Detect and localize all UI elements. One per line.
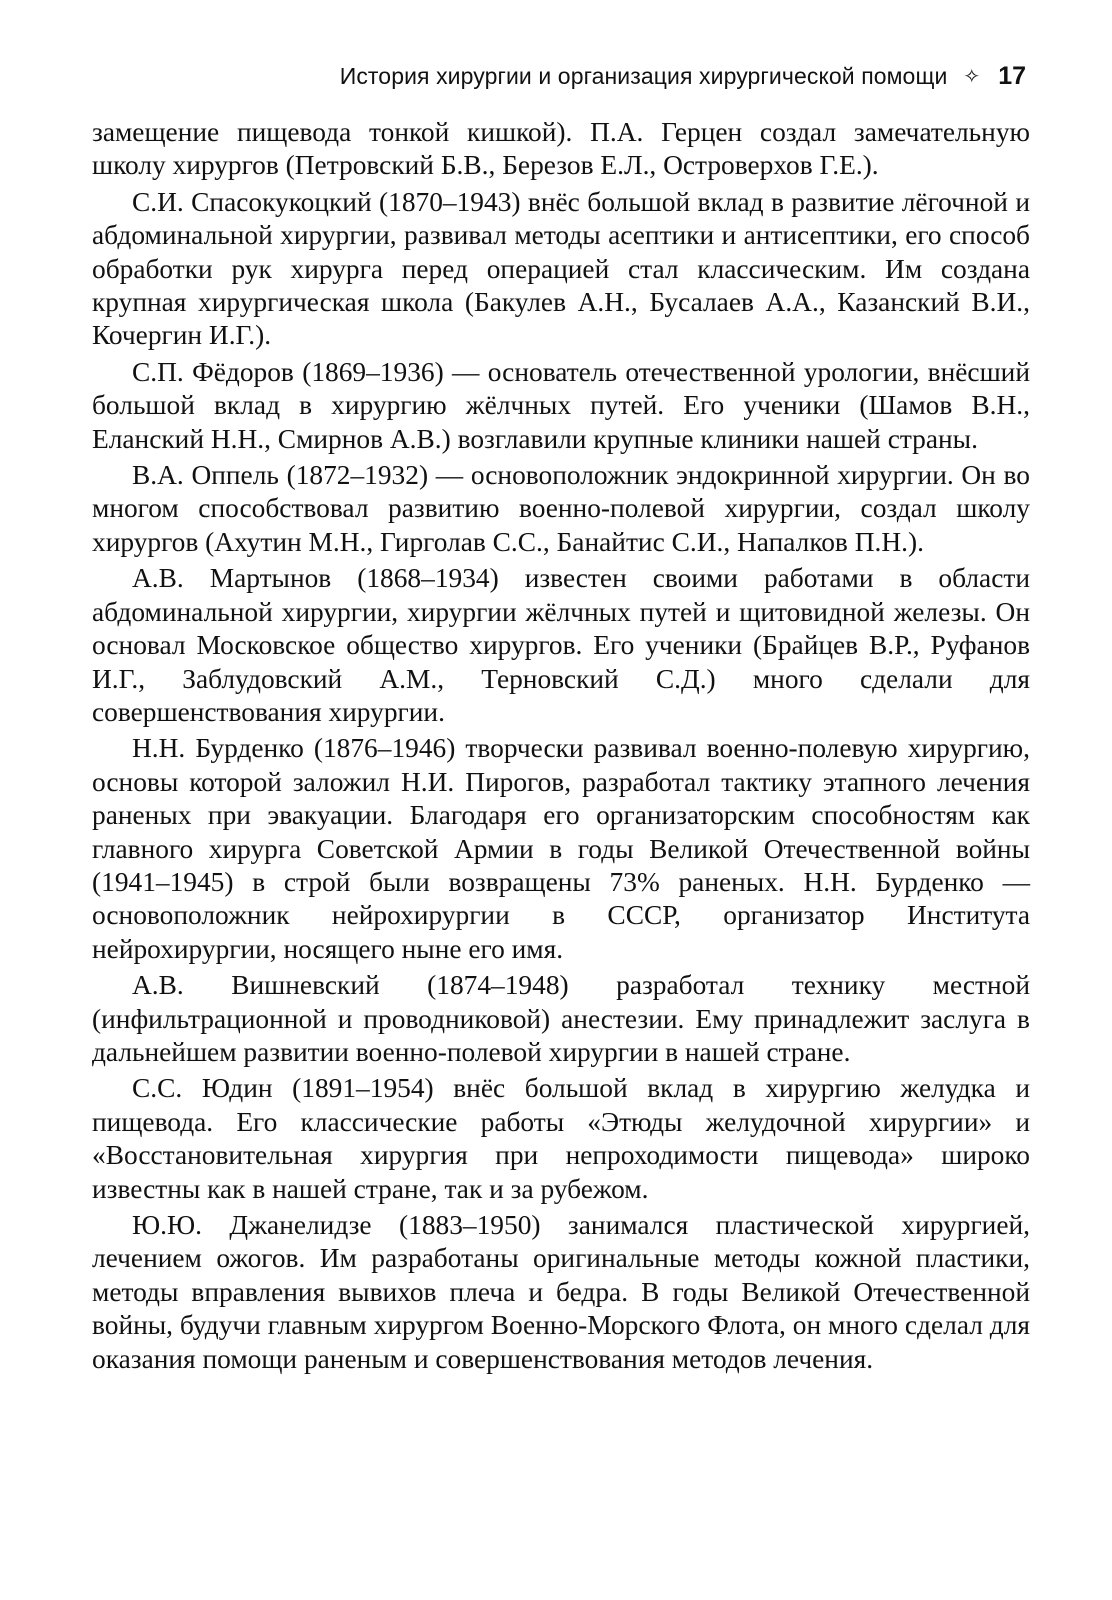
- paragraph-fedorov: С.П. Фёдоров (1869–1936) — основатель отечественной урологии, внёсший большой вклад в хирургию жёлчных путей. Его ученики (Шамов В.Н., Еланский Н.Н., Смирнов А.В.) возглавили крупные клиники нашей страны.: [92, 356, 1030, 454]
- paragraph-oppel: В.А. Оппель (1872–1932) — основоположник эндокринной хирургии. Он во многом способствовал развитию военно-полевой хирургии, создал школу хирургов (Ахутин М.Н., Гирголав С.С., Банайтис С.И., Напалков П.Н.).: [92, 460, 1030, 557]
- body-text: [92, 116, 1030, 1376]
- paragraph-burdenko: Н.Н. Бурденко (1876–1946) творчески развивал военно-полевую хирургию, основы которой заложил Н.И. Пирогов, разработал тактику этапного лечения раненых при эвакуации. Благодаря его организаторским способностям как главного хирурга Советской Армии в годы Великой Отечественной войны (1941–1945) в строй были возвращены 73% раненых. Н.Н. Бурденко — основоположник нейрохирургии в СССР, организатор Института нейрохирургии, носящего ныне его имя.: [92, 733, 1030, 964]
- book-page: [92, 62, 1030, 1379]
- paragraph-gertsen: замещение пищевода тонкой кишкой). П.А. Герцен создал замечательную школу хирургов (Петровский Б.В., Березов Е.Л., Островерхов Г.Е.).: [92, 117, 1030, 181]
- paragraph-martynov: А.В. Мартынов (1868–1934) известен своими работами в области абдоминальной хирургии, хирургии жёлчных путей и щитовидной железы. Он основал Московское общество хирургов. Его ученики (Брайцев В.Р., Руфанов И.Г., Заблудовский А.М., Терновский С.Д.) много сделали для совершенствования хирургии.: [92, 563, 1030, 727]
- paragraph-dzhanelidze: Ю.Ю. Джанелидзе (1883–1950) занимался пластической хирургией, лечением ожогов. Им разработаны оригинальные методы кожной пластики, методы вправления вывихов плеча и бедра. В годы Великой Отечественной войны, будучи главным хирургом Военно-Морского Флота, он много сделал для оказания помощи раненым и совершенствования методов лечения.: [92, 1210, 1030, 1374]
- paragraph-yudin: С.С. Юдин (1891–1954) внёс большой вклад в хирургию желудка и пищевода. Его классические работы «Этюды желудочной хирургии» и «Восстановительная хирургия при непроходимости пищевода» широко известны как в нашей стране, так и за рубежом.: [92, 1073, 1030, 1204]
- running-header: [92, 62, 1030, 102]
- diamond-ornament-icon: ✧: [963, 66, 981, 88]
- paragraph-spasokukotsky: С.И. Спасокукоцкий (1870–1943) внёс большой вклад в развитие лёгочной и абдоминальной хирургии, развивал методы асептики и антисептики, его способ обработки рук хирурга перед операцией стал классическим. Им создана крупная хирургическая школа (Бакулев А.Н., Бусалаев А.А., Казанский В.И., Кочергин И.Г.).: [92, 186, 1030, 351]
- running-title: История хирургии и организация хирургической помощи: [339, 63, 948, 89]
- paragraph-vishnevsky: А.В. Вишневский (1874–1948) разработал технику местной (инфильтрационной и проводниковой) анестезии. Ему принадлежит заслуга в дальнейшем развитии военно-полевой хирургии в нашей стране.: [92, 970, 1030, 1067]
- page-number: 17: [998, 62, 1026, 90]
